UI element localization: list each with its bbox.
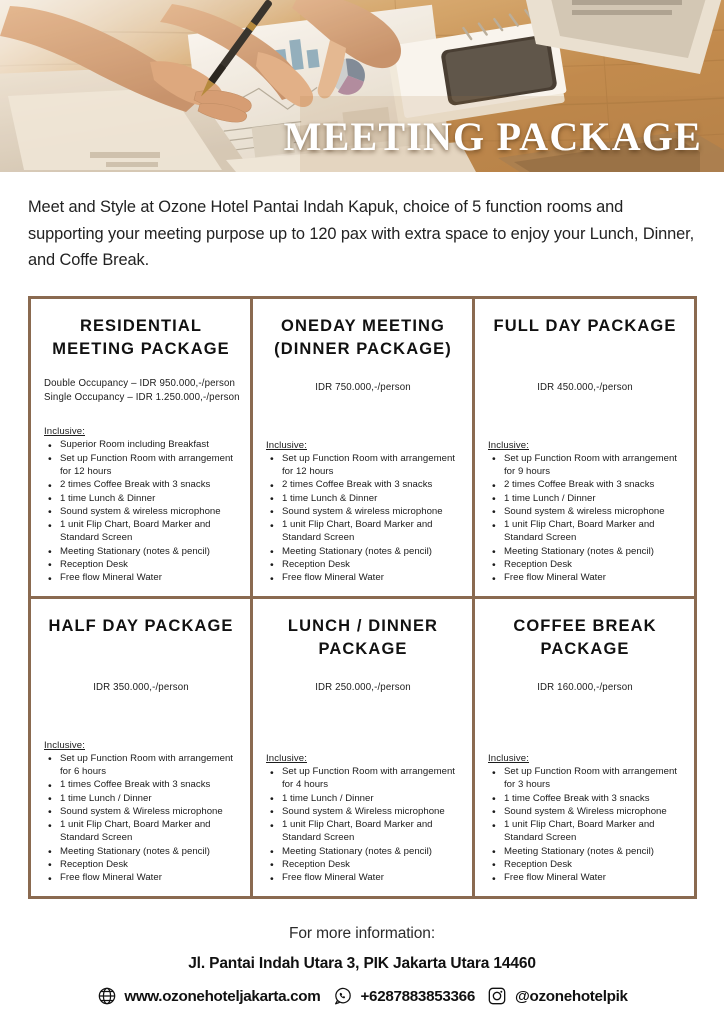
package-title: ONEDAY MEETING (DINNER PACKAGE) bbox=[274, 316, 452, 359]
price-line: IDR 450.000,-/person bbox=[537, 381, 633, 393]
package-title: RESIDENTIAL MEETING PACKAGE bbox=[52, 316, 230, 359]
inclusive-item: • 2 times Coffee Break with 3 snacks bbox=[47, 479, 239, 492]
inclusive-item: • Reception Desk bbox=[269, 859, 461, 872]
inclusive-item: • 1 unit Flip Chart, Board Marker and Standard Screen bbox=[47, 819, 239, 845]
package-card bbox=[31, 599, 250, 896]
inclusive-label: Inclusive: bbox=[44, 739, 85, 751]
intro-paragraph: Meet and Style at Ozone Hotel Pantai Indah Kapuk, choice of 5 function rooms and supporting your meeting purpose up to 120 pax with extra space to enjoy your Lunch, Dinner, and Coffe Break. bbox=[28, 198, 695, 270]
inclusive-item: • Free flow Mineral Water bbox=[491, 872, 683, 885]
inclusive-item: • Sound system & Wireless microphone bbox=[47, 806, 239, 819]
inclusive-item: • Meeting Stationary (notes & pencil) bbox=[491, 546, 683, 559]
inclusive-item: • 1 time Lunch & Dinner bbox=[269, 493, 461, 506]
price-line: IDR 250.000,-/person bbox=[315, 681, 411, 693]
inclusive-item: • Free flow Mineral Water bbox=[269, 572, 461, 585]
inclusive-item: • Sound system & wireless microphone bbox=[269, 506, 461, 519]
inclusive-item: • 1 unit Flip Chart, Board Marker and Standard Screen bbox=[269, 819, 461, 845]
package-card bbox=[253, 599, 472, 896]
package-title: LUNCH / DINNER PACKAGE bbox=[287, 616, 439, 659]
inclusive-item: • Meeting Stationary (notes & pencil) bbox=[47, 546, 239, 559]
inclusive-list bbox=[263, 766, 463, 886]
inclusive-item: • 1 unit Flip Chart, Board Marker and Standard Screen bbox=[47, 519, 239, 545]
inclusive-item: • Meeting Stationary (notes & pencil) bbox=[269, 546, 461, 559]
instagram-icon bbox=[487, 986, 508, 1007]
package-price bbox=[41, 681, 241, 696]
inclusive-list bbox=[485, 453, 685, 586]
inclusive-item: • Reception Desk bbox=[491, 859, 683, 872]
header-banner bbox=[0, 0, 724, 172]
instagram-text[interactable]: @ozonehotelpik bbox=[514, 987, 628, 1005]
inclusive-item: • Set up Function Room with arrangement for 6 hours bbox=[47, 753, 239, 779]
inclusive-item: • 1 unit Flip Chart, Board Marker and Standard Screen bbox=[269, 519, 461, 545]
inclusive-item: • Sound system & Wireless microphone bbox=[269, 806, 461, 819]
inclusive-item: • Sound system & Wireless microphone bbox=[491, 806, 683, 819]
inclusive-label: Inclusive: bbox=[488, 753, 529, 765]
inclusive-list bbox=[485, 766, 685, 886]
package-card bbox=[475, 599, 694, 896]
inclusive-item: • Free flow Mineral Water bbox=[47, 872, 239, 885]
phone-text[interactable]: +6287883853366 bbox=[360, 987, 475, 1005]
inclusive-item: • Meeting Stationary (notes & pencil) bbox=[47, 846, 239, 859]
price-line: IDR 350.000,-/person bbox=[93, 681, 189, 693]
inclusive-item: • Free flow Mineral Water bbox=[269, 872, 461, 885]
package-grid bbox=[28, 296, 697, 899]
inclusive-item: • Set up Function Room with arrangement for 9 hours bbox=[491, 453, 683, 479]
inclusive-item: • 1 time Lunch / Dinner bbox=[47, 793, 239, 806]
inclusive-item: • Reception Desk bbox=[491, 559, 683, 572]
inclusive-item: • Set up Function Room with arrangement for 12 hours bbox=[47, 453, 239, 479]
inclusive-item: • 1 time Lunch & Dinner bbox=[47, 493, 239, 506]
banner-title: MEETING PACKAGE bbox=[283, 114, 702, 159]
package-price bbox=[263, 681, 463, 696]
inclusive-item: • 1 unit Flip Chart, Board Marker and Standard Screen bbox=[491, 519, 683, 545]
inclusive-item: • Free flow Mineral Water bbox=[47, 572, 239, 585]
inclusive-label: Inclusive: bbox=[488, 439, 529, 451]
globe-icon bbox=[96, 986, 117, 1007]
price-line: Single Occupancy – IDR 1.250.000,-/person bbox=[44, 392, 240, 404]
whatsapp-icon bbox=[332, 986, 353, 1007]
inclusive-list bbox=[263, 453, 463, 586]
inclusive-item: • Sound system & wireless microphone bbox=[491, 506, 683, 519]
inclusive-item: • Reception Desk bbox=[269, 559, 461, 572]
inclusive-item: • 1 time Lunch / Dinner bbox=[269, 793, 461, 806]
price-line: IDR 750.000,-/person bbox=[315, 381, 411, 393]
inclusive-item: • Reception Desk bbox=[47, 559, 239, 572]
package-card bbox=[253, 299, 472, 596]
package-price bbox=[485, 681, 685, 696]
inclusive-item: • 2 times Coffee Break with 3 snacks bbox=[491, 479, 683, 492]
inclusive-item: • 1 time Lunch / Dinner bbox=[491, 493, 683, 506]
package-price bbox=[41, 377, 241, 406]
package-title: COFFEE BREAK PACKAGE bbox=[513, 616, 657, 659]
footer-more-info: For more information: bbox=[288, 924, 436, 942]
package-card bbox=[31, 299, 250, 596]
package-price bbox=[485, 381, 685, 396]
inclusive-item: • Free flow Mineral Water bbox=[491, 572, 683, 585]
package-title: FULL DAY PACKAGE bbox=[493, 316, 677, 335]
inclusive-item: • 1 unit Flip Chart, Board Marker and Standard Screen bbox=[491, 819, 683, 845]
inclusive-label: Inclusive: bbox=[44, 426, 85, 438]
inclusive-item: • Meeting Stationary (notes & pencil) bbox=[491, 846, 683, 859]
footer bbox=[0, 925, 724, 1007]
footer-address: Jl. Pantai Indah Utara 3, PIK Jakarta Utara 14460 bbox=[188, 954, 536, 972]
inclusive-item: • 1 times Coffee Break with 3 snacks bbox=[47, 779, 239, 792]
inclusive-label: Inclusive: bbox=[266, 439, 307, 451]
inclusive-item: • Meeting Stationary (notes & pencil) bbox=[269, 846, 461, 859]
inclusive-list bbox=[41, 753, 241, 886]
inclusive-item: • 2 times Coffee Break with 3 snacks bbox=[269, 479, 461, 492]
inclusive-item: • Superior Room including Breakfast bbox=[47, 439, 239, 452]
inclusive-list bbox=[41, 439, 241, 585]
inclusive-item: • 1 time Coffee Break with 3 snacks bbox=[491, 793, 683, 806]
price-line: Double Occupancy – IDR 950.000,-/person bbox=[44, 377, 236, 389]
package-card bbox=[475, 299, 694, 596]
inclusive-item: • Sound system & wireless microphone bbox=[47, 506, 239, 519]
inclusive-item: • Set up Function Room with arrangement for 4 hours bbox=[269, 766, 461, 792]
website-text[interactable]: www.ozonehoteljakarta.com bbox=[124, 987, 321, 1005]
footer-contacts bbox=[0, 986, 724, 1007]
inclusive-item: • Set up Function Room with arrangement for 12 hours bbox=[269, 453, 461, 479]
package-title: HALF DAY PACKAGE bbox=[48, 616, 234, 635]
inclusive-label: Inclusive: bbox=[266, 753, 307, 765]
inclusive-item: • Set up Function Room with arrangement for 3 hours bbox=[491, 766, 683, 792]
inclusive-item: • Reception Desk bbox=[47, 859, 239, 872]
price-line: IDR 160.000,-/person bbox=[537, 681, 633, 693]
package-price bbox=[263, 381, 463, 396]
